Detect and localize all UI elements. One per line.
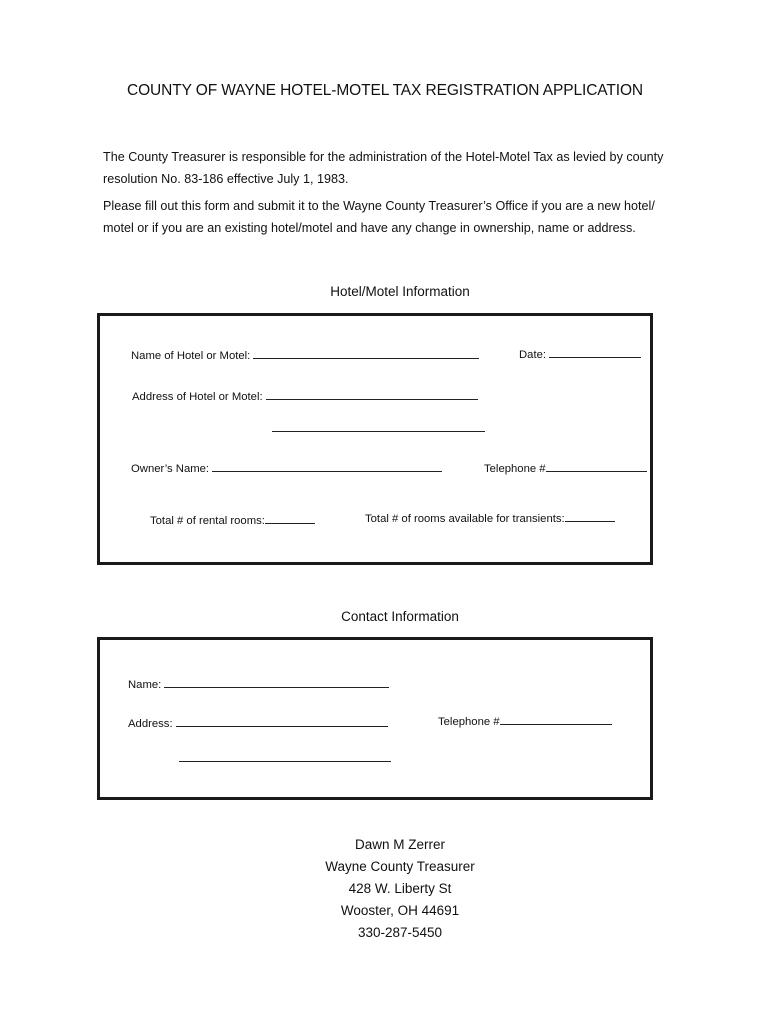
hotel-telephone-field[interactable] [484, 460, 647, 475]
owner-name-field[interactable] [131, 460, 442, 475]
hotel-telephone-label: Telephone # [484, 463, 546, 475]
date-line[interactable] [549, 346, 641, 358]
hotel-section-heading: Hotel/Motel Information [330, 284, 470, 299]
contact-telephone-field[interactable] [438, 713, 612, 728]
treasurer-street: 428 W. Liberty St [348, 881, 452, 896]
contact-telephone-label: Telephone # [438, 716, 500, 728]
transient-rooms-label: Total # of rooms available for transients: [365, 513, 565, 525]
date-label: Date: [519, 349, 547, 361]
hotel-name-label: Name of Hotel or Motel: [131, 350, 251, 362]
intro-paragraph-1: The County Treasurer is responsible for the administration of the Hotel-Motel Tax as levied by county resolution No. 83-186 effective July 1, 1983. [103, 150, 664, 186]
date-field[interactable] [519, 346, 641, 361]
treasurer-phone: 330-287-5450 [357, 925, 443, 940]
hotel-name-line[interactable] [253, 347, 479, 359]
hotel-address-field[interactable] [132, 388, 478, 403]
contact-address-label: Address: [128, 718, 173, 730]
contact-name-label: Name: [128, 679, 162, 691]
rental-rooms-field[interactable] [150, 512, 315, 527]
contact-address-line-2[interactable] [179, 761, 391, 762]
contact-address-field[interactable] [128, 715, 388, 730]
contact-telephone-line[interactable] [500, 713, 612, 725]
owner-name-line[interactable] [212, 460, 442, 472]
rental-rooms-label: Total # of rental rooms: [150, 515, 265, 527]
rental-rooms-line[interactable] [265, 512, 315, 524]
transient-rooms-line[interactable] [565, 510, 615, 522]
intro-paragraph-2: Please fill out this form and submit it to the Wayne County Treasurer’s Office if you are a new hotel/ motel or if you are an existing hotel/motel and have any change in ownership, name or address. [103, 199, 655, 235]
contact-section-heading: Contact Information [341, 609, 459, 624]
hotel-name-field[interactable] [131, 347, 479, 362]
hotel-info-box [97, 313, 653, 565]
contact-info-box [97, 637, 653, 800]
hotel-telephone-line[interactable] [546, 460, 647, 472]
hotel-address-line-2[interactable] [272, 431, 485, 432]
treasurer-city: Wooster, OH 44691 [340, 903, 460, 918]
treasurer-name: Dawn M Zerrer [354, 837, 445, 852]
hotel-address-label: Address of Hotel or Motel: [132, 391, 263, 403]
contact-name-field[interactable] [128, 676, 389, 691]
owner-name-label: Owner’s Name: [131, 463, 210, 475]
hotel-address-line[interactable] [266, 388, 478, 400]
contact-address-line[interactable] [176, 715, 388, 727]
page-title: COUNTY OF WAYNE HOTEL-MOTEL TAX REGISTRATION APPLICATION [126, 82, 643, 99]
transient-rooms-field[interactable] [365, 510, 615, 525]
treasurer-title: Wayne County Treasurer [325, 859, 475, 874]
contact-name-line[interactable] [164, 676, 389, 688]
